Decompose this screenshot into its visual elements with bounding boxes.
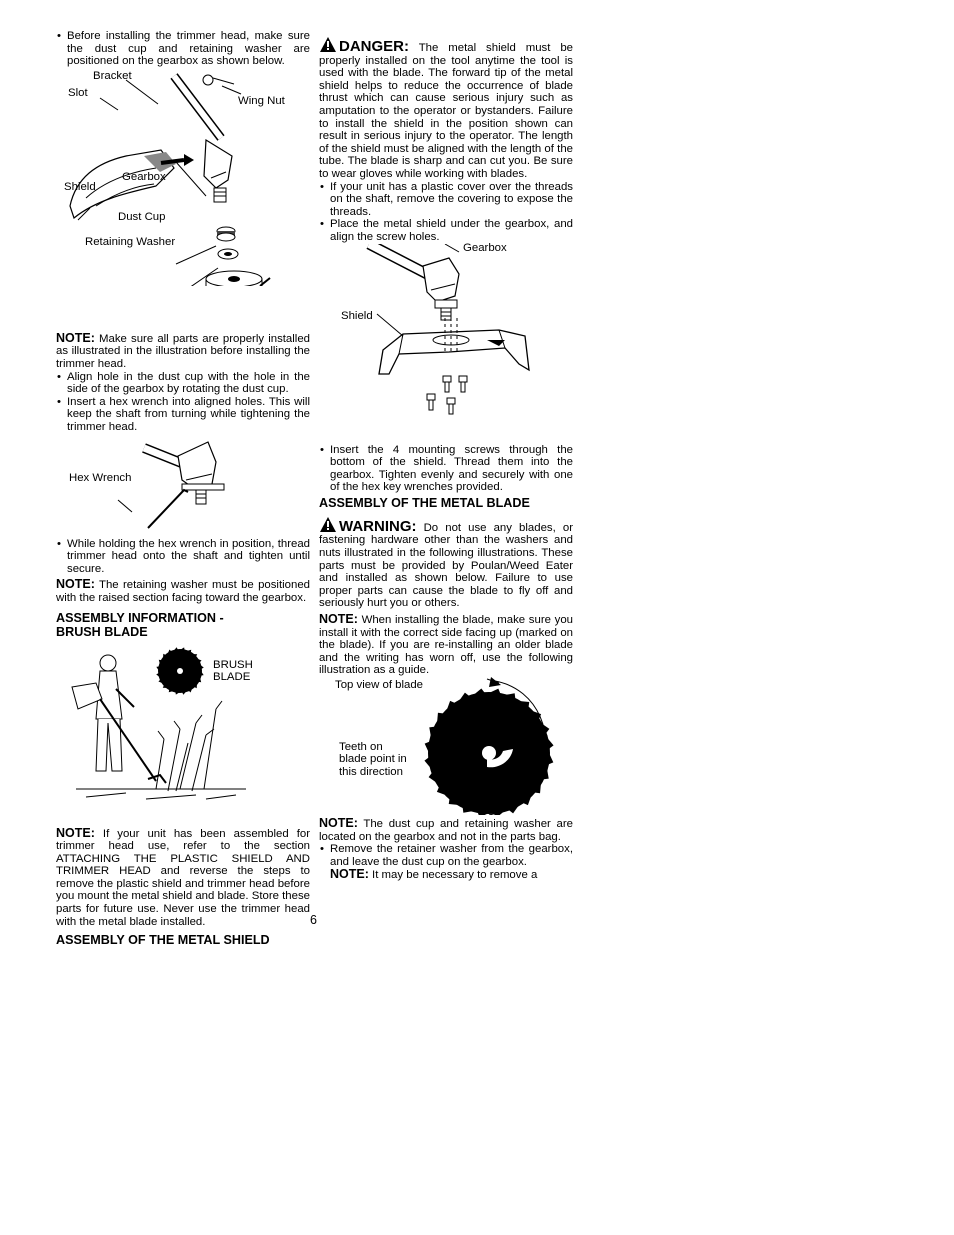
danger-paragraph xyxy=(319,36,573,181)
note-retaining-washer xyxy=(56,578,310,604)
note-label: NOTE: xyxy=(330,867,369,882)
figure-trimmer-head-assembly xyxy=(56,68,310,286)
figure-metal-shield xyxy=(319,241,573,444)
note-label: NOTE: xyxy=(56,577,95,592)
note-text: If your unit has been assembled for trimmer head use, refer to the section ATTACHING THE PLASTIC SHIELD AND TRIMMER HEAD and reverse the steps to remove the plastic shield and trimmer head before you mount the metal shield and blade. Store these parts for future use. Never use the trimmer head with the metal blade installed. xyxy=(56,827,310,928)
label-teeth-2: blade point in xyxy=(339,753,407,765)
label-shield: Shield xyxy=(64,180,96,193)
note-label: NOTE: xyxy=(319,612,358,627)
label-hex-wrench: Hex Wrench xyxy=(69,471,132,484)
figure-brush-blade xyxy=(56,639,310,825)
note-install-blade xyxy=(319,613,573,677)
note-label: NOTE: xyxy=(56,330,95,345)
danger-label: DANGER: xyxy=(339,38,409,55)
label-brush: BRUSH xyxy=(213,658,253,671)
bullet-align-hole: • Align hole in the dust cup with the hole in the side of the gearbox by rotating the dust cup. xyxy=(56,371,310,396)
heading-brush-blade: BRUSH BLADE xyxy=(56,624,148,639)
note-text: It may be necessary to remove a xyxy=(368,869,538,882)
left-column xyxy=(56,30,310,947)
hex-wrench-drawing xyxy=(56,434,310,538)
note-label: NOTE: xyxy=(56,825,95,840)
right-column xyxy=(319,36,573,882)
metal-shield-drawing xyxy=(319,241,573,444)
label-retaining-washer: Retaining Washer xyxy=(85,235,176,248)
bullet-insert-screws: • Insert the 4 mounting screws through the bottom of the shield. Thread them into the gearbox. Tighten evenly and securely with one of the hex key wrenches provided. xyxy=(319,444,573,494)
note-trimmer-head-use xyxy=(56,827,310,929)
warning-label: WARNING: xyxy=(339,517,417,535)
label-teeth-1: Teeth on xyxy=(339,741,383,753)
bullet-holding-wrench: • While holding the hex wrench in position, thread trimmer head onto the shaft and tighten until secure. xyxy=(56,538,310,576)
heading-assembly-metal-shield: ASSEMBLY OF THE METAL SHIELD xyxy=(56,933,270,948)
bullet-insert-hex: • Insert a hex wrench into aligned holes. This will keep the shaft from turning while tightening the trimmer head. xyxy=(56,396,310,434)
heading-assembly-information: ASSEMBLY INFORMATION - xyxy=(56,610,224,625)
note-label: NOTE: xyxy=(319,816,358,830)
blade-tooth xyxy=(200,671,203,676)
label-top-view: Top view of blade xyxy=(335,679,424,691)
label-slot: Slot xyxy=(68,86,88,99)
label-blade: BLADE xyxy=(213,670,251,683)
blade-tooth xyxy=(156,666,159,671)
warning-text: Do not use any blades, or fastening hardware other than the washers and nuts illustrated in the following illustrations. These parts must be provided by Poulan/Weed Eater and installed as shown below. Failure to use proper parts can cause the blade to fly off and seriously hurt you or others. xyxy=(319,521,573,610)
bullet-place-shield: • Place the metal shield under the gearbox, and align the screw holes. xyxy=(319,218,573,243)
page-number: 6 xyxy=(310,913,317,927)
note-dust-cup xyxy=(319,817,573,843)
figure-blade-top-view xyxy=(319,677,573,815)
note-may-be-necessary xyxy=(319,868,573,882)
bullet-plastic-cover: • If your unit has a plastic cover over the threads on the shaft, remove the covering to expose the threads. xyxy=(319,181,573,219)
note-make-sure xyxy=(56,332,310,371)
warning-triangle-icon xyxy=(319,516,337,533)
label-dust-cup: Dust Cup xyxy=(118,210,166,223)
blade-tooth xyxy=(175,691,180,694)
heading-assembly-metal-blade: ASSEMBLY OF THE METAL BLADE xyxy=(319,495,530,510)
label-wing-nut: Wing Nut xyxy=(238,94,285,107)
note-text: When installing the blade, make sure you install it with the correct side facing up (marked on the blade). If you are re-installing an older blade and the writing has worn off, use the following illustration as a guide. xyxy=(319,614,573,677)
label-shield: Shield xyxy=(341,309,373,322)
intro-bullet: • Before installing the trimmer head, make sure the dust cup and retaining washer are positioned on the gearbox as shown below. xyxy=(56,30,310,68)
danger-text: The metal shield must be properly installed on the tool anytime the tool is used with the blade. The forward tip of the metal shield helps to reduce the occurrence of blade thrust which can cause serious injury such as amputation to the operator or bystanders. Failure to install the shield in the position shown can result in serious injury to the operator. The length of the shield must be aligned with the length of the tube. The blade is sharp and can cut you. Be sure to wear gloves while working with blades. xyxy=(319,42,573,180)
label-bracket: Bracket xyxy=(93,69,132,82)
note-text: Make sure all parts are properly installed as illustrated in the illustration before installing the trimmer head. xyxy=(56,332,310,370)
note-text: The dust cup and retaining washer are located on the gearbox and not in the parts bag. xyxy=(319,818,573,843)
warning-triangle-icon xyxy=(319,36,337,53)
note-text: The retaining washer must be positioned with the raised section facing toward the gearbox. xyxy=(56,579,310,604)
blade-tooth xyxy=(180,647,185,650)
brush-blade-drawing xyxy=(56,639,310,825)
figure-hex-wrench xyxy=(56,434,310,538)
label-gearbox: Gearbox xyxy=(463,241,507,254)
label-teeth-3: this direction xyxy=(339,766,403,778)
label-gearbox: Gearbox xyxy=(122,170,166,183)
bullet-remove-washer: • Remove the retainer washer from the gearbox, and leave the dust cup on the gearbox. xyxy=(319,843,573,868)
warning-paragraph xyxy=(319,516,573,610)
